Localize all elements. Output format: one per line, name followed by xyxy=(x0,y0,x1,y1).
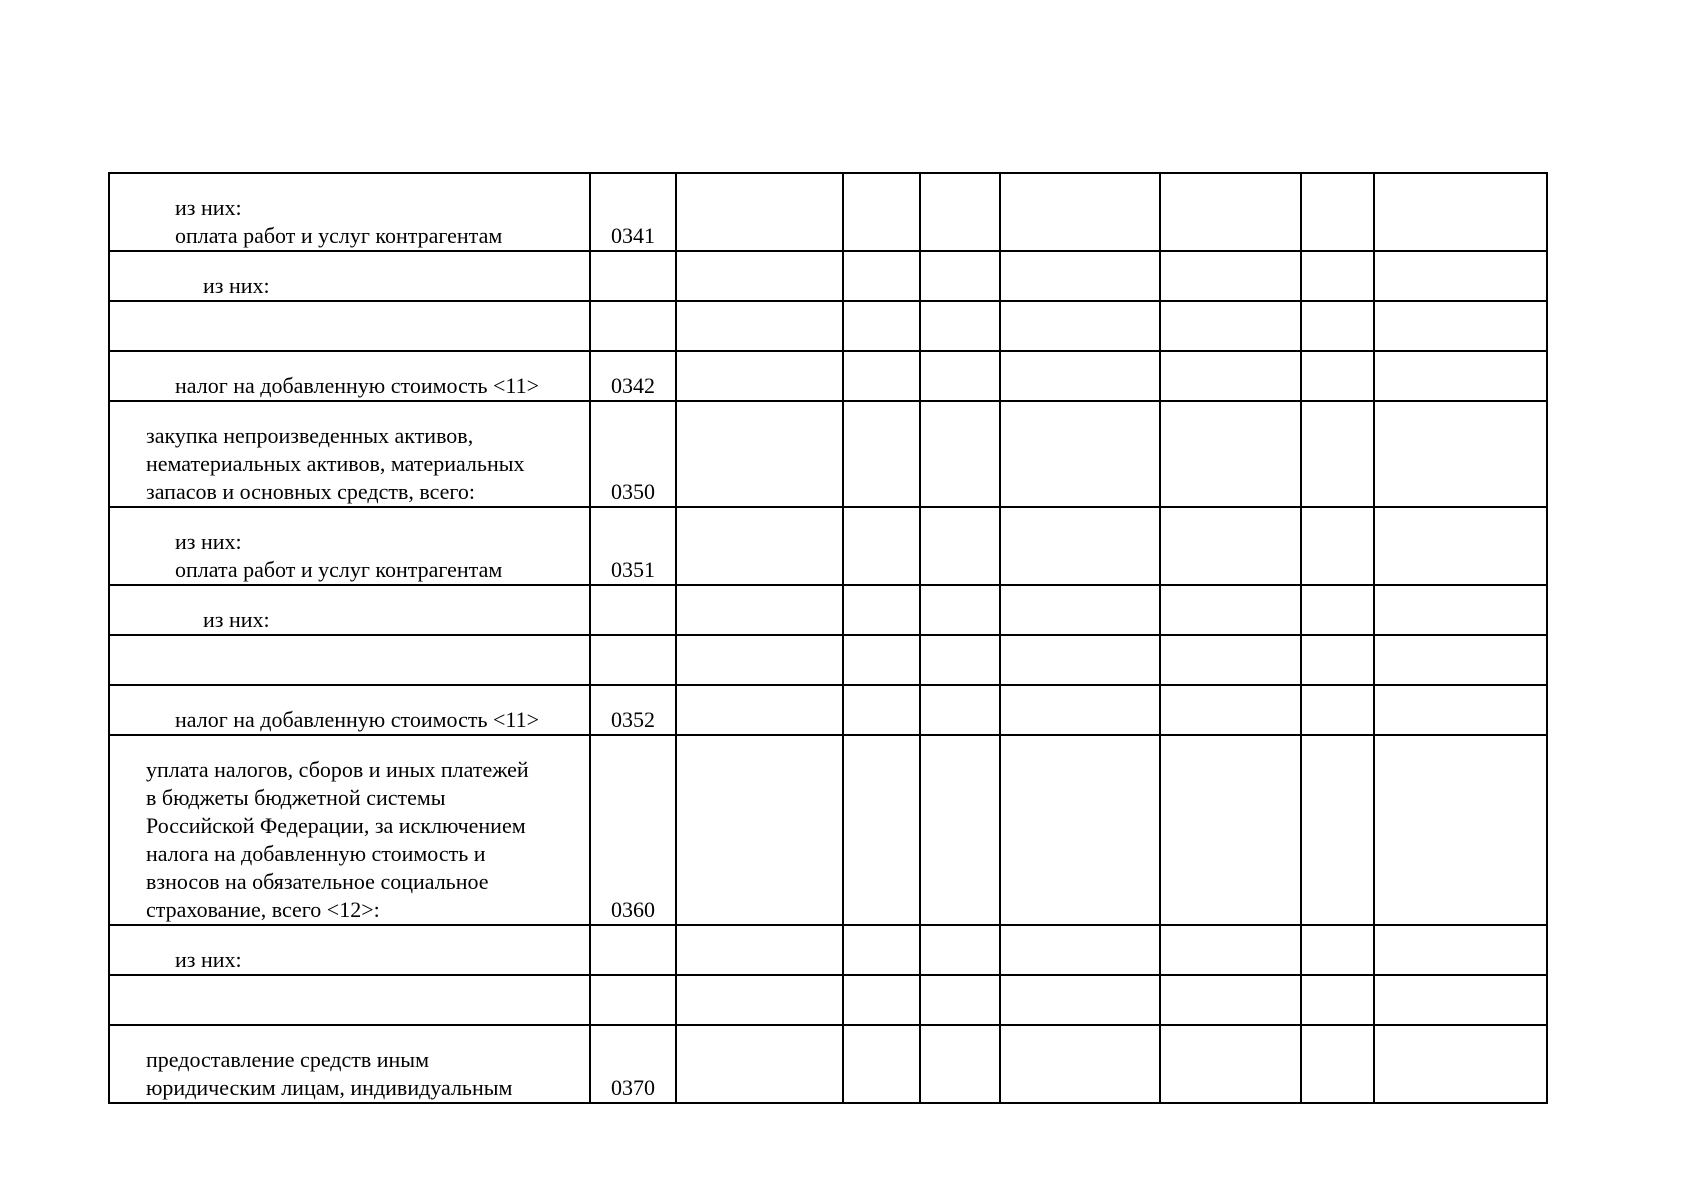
value-cell[interactable] xyxy=(1374,585,1547,635)
table-row xyxy=(109,585,1547,635)
value-cell[interactable] xyxy=(1000,1025,1160,1103)
row-label-cell xyxy=(109,585,590,635)
value-cell[interactable] xyxy=(1301,301,1374,351)
value-cell[interactable] xyxy=(1301,635,1374,685)
row-code xyxy=(590,975,676,1025)
table-row xyxy=(109,635,1547,685)
row-label-cell xyxy=(109,401,590,507)
row-label: из них: оплата работ и услуг контрагентам xyxy=(175,529,503,582)
expenses-table xyxy=(108,172,1548,1104)
row-label: из них: оплата работ и услуг контрагентам xyxy=(175,195,503,248)
table-row xyxy=(109,401,1547,507)
value-cell[interactable] xyxy=(1160,1025,1301,1103)
value-cell[interactable] xyxy=(1374,507,1547,585)
value-cell[interactable] xyxy=(1000,173,1160,251)
value-cell[interactable] xyxy=(1000,585,1160,635)
value-cell[interactable] xyxy=(676,251,843,301)
table-body xyxy=(109,173,1547,1103)
row-code: 0352 xyxy=(590,685,676,735)
value-cell[interactable] xyxy=(1160,301,1301,351)
value-cell[interactable] xyxy=(676,735,843,925)
row-label: из них: xyxy=(203,607,270,632)
row-code: 0351 xyxy=(590,507,676,585)
row-label: из них: xyxy=(203,273,270,298)
value-cell[interactable] xyxy=(920,1025,1000,1103)
value-cell[interactable] xyxy=(1160,635,1301,685)
value-cell[interactable] xyxy=(1301,507,1374,585)
value-cell[interactable] xyxy=(1160,251,1301,301)
value-cell[interactable] xyxy=(1374,925,1547,975)
value-cell[interactable] xyxy=(843,173,920,251)
row-label-cell xyxy=(109,975,590,1025)
row-label-cell xyxy=(109,925,590,975)
value-cell[interactable] xyxy=(1301,251,1374,301)
value-cell[interactable] xyxy=(676,685,843,735)
table-row xyxy=(109,301,1547,351)
row-label-cell xyxy=(109,301,590,351)
value-cell[interactable] xyxy=(1301,173,1374,251)
row-code: 0370 xyxy=(590,1025,676,1103)
value-cell[interactable] xyxy=(1160,173,1301,251)
row-code xyxy=(590,585,676,635)
value-cell[interactable] xyxy=(1374,301,1547,351)
value-cell[interactable] xyxy=(843,507,920,585)
value-cell[interactable] xyxy=(1374,685,1547,735)
row-code: 0342 xyxy=(590,351,676,401)
table-row xyxy=(109,735,1547,925)
value-cell[interactable] xyxy=(1374,251,1547,301)
row-label-cell xyxy=(109,735,590,925)
value-cell[interactable] xyxy=(920,685,1000,735)
row-label-cell xyxy=(109,251,590,301)
value-cell[interactable] xyxy=(920,351,1000,401)
row-code xyxy=(590,635,676,685)
value-cell[interactable] xyxy=(1374,401,1547,507)
value-cell[interactable] xyxy=(843,251,920,301)
value-cell[interactable] xyxy=(1301,735,1374,925)
value-cell[interactable] xyxy=(843,585,920,635)
row-label: предоставление средств иным юридическим лицам, индивидуальным xyxy=(146,1047,513,1100)
row-label-cell xyxy=(109,1025,590,1103)
value-cell[interactable] xyxy=(843,1025,920,1103)
value-cell[interactable] xyxy=(920,507,1000,585)
row-code: 0341 xyxy=(590,173,676,251)
row-label: налог на добавленную стоимость <11> xyxy=(175,707,539,732)
value-cell[interactable] xyxy=(1000,975,1160,1025)
row-label-cell xyxy=(109,351,590,401)
value-cell[interactable] xyxy=(1000,735,1160,925)
table-row xyxy=(109,685,1547,735)
value-cell[interactable] xyxy=(843,735,920,925)
value-cell[interactable] xyxy=(1301,685,1374,735)
value-cell[interactable] xyxy=(843,351,920,401)
value-cell[interactable] xyxy=(1000,401,1160,507)
value-cell[interactable] xyxy=(676,925,843,975)
value-cell[interactable] xyxy=(1160,351,1301,401)
value-cell[interactable] xyxy=(1301,351,1374,401)
value-cell[interactable] xyxy=(843,301,920,351)
table-row xyxy=(109,975,1547,1025)
value-cell[interactable] xyxy=(1000,685,1160,735)
value-cell[interactable] xyxy=(843,925,920,975)
value-cell[interactable] xyxy=(920,635,1000,685)
value-cell[interactable] xyxy=(920,735,1000,925)
table-row xyxy=(109,173,1547,251)
value-cell[interactable] xyxy=(676,173,843,251)
value-cell[interactable] xyxy=(1374,1025,1547,1103)
value-cell[interactable] xyxy=(843,401,920,507)
value-cell[interactable] xyxy=(1160,685,1301,735)
row-label: налог на добавленную стоимость <11> xyxy=(175,373,539,398)
table-row xyxy=(109,925,1547,975)
value-cell[interactable] xyxy=(1000,507,1160,585)
value-cell[interactable] xyxy=(920,251,1000,301)
row-label-cell xyxy=(109,685,590,735)
value-cell[interactable] xyxy=(920,975,1000,1025)
value-cell[interactable] xyxy=(843,635,920,685)
value-cell[interactable] xyxy=(1374,975,1547,1025)
table-row xyxy=(109,507,1547,585)
value-cell[interactable] xyxy=(1374,735,1547,925)
table-row xyxy=(109,351,1547,401)
value-cell[interactable] xyxy=(920,401,1000,507)
value-cell[interactable] xyxy=(920,301,1000,351)
row-label: закупка непроизведенных активов, нематериальных активов, материальных запасов и основных средств, всего: xyxy=(146,423,525,504)
row-code: 0350 xyxy=(590,401,676,507)
row-code xyxy=(590,925,676,975)
value-cell[interactable] xyxy=(676,975,843,1025)
value-cell[interactable] xyxy=(1000,635,1160,685)
value-cell[interactable] xyxy=(1301,585,1374,635)
value-cell[interactable] xyxy=(1160,925,1301,975)
value-cell[interactable] xyxy=(920,173,1000,251)
value-cell[interactable] xyxy=(1374,351,1547,401)
value-cell[interactable] xyxy=(676,1025,843,1103)
value-cell[interactable] xyxy=(676,585,843,635)
row-code: 0360 xyxy=(590,735,676,925)
value-cell[interactable] xyxy=(1160,585,1301,635)
value-cell[interactable] xyxy=(1000,301,1160,351)
value-cell[interactable] xyxy=(1301,975,1374,1025)
value-cell[interactable] xyxy=(843,975,920,1025)
value-cell[interactable] xyxy=(676,351,843,401)
form-sheet xyxy=(108,172,1548,1104)
row-label: из них: xyxy=(175,947,242,972)
value-cell[interactable] xyxy=(676,507,843,585)
value-cell[interactable] xyxy=(676,401,843,507)
value-cell[interactable] xyxy=(676,635,843,685)
table-row xyxy=(109,251,1547,301)
row-label-cell xyxy=(109,507,590,585)
value-cell[interactable] xyxy=(843,685,920,735)
row-label: уплата налогов, сборов и иных платежей в бюджеты бюджетной системы Российской Федерации, за исключением налога на добавленную стоимость и взносов на обязательное социальное страхование, всего <12>: xyxy=(146,757,529,922)
value-cell[interactable] xyxy=(1374,635,1547,685)
value-cell[interactable] xyxy=(1160,975,1301,1025)
value-cell[interactable] xyxy=(1000,251,1160,301)
value-cell[interactable] xyxy=(920,925,1000,975)
value-cell[interactable] xyxy=(920,585,1000,635)
row-label-cell xyxy=(109,173,590,251)
value-cell[interactable] xyxy=(1374,173,1547,251)
value-cell[interactable] xyxy=(676,301,843,351)
value-cell[interactable] xyxy=(1301,925,1374,975)
value-cell[interactable] xyxy=(1301,401,1374,507)
value-cell[interactable] xyxy=(1160,735,1301,925)
table-row xyxy=(109,1025,1547,1103)
value-cell[interactable] xyxy=(1160,507,1301,585)
value-cell[interactable] xyxy=(1160,401,1301,507)
row-code xyxy=(590,301,676,351)
row-label-cell xyxy=(109,635,590,685)
value-cell[interactable] xyxy=(1000,351,1160,401)
value-cell[interactable] xyxy=(1301,1025,1374,1103)
row-code xyxy=(590,251,676,301)
value-cell[interactable] xyxy=(1000,925,1160,975)
